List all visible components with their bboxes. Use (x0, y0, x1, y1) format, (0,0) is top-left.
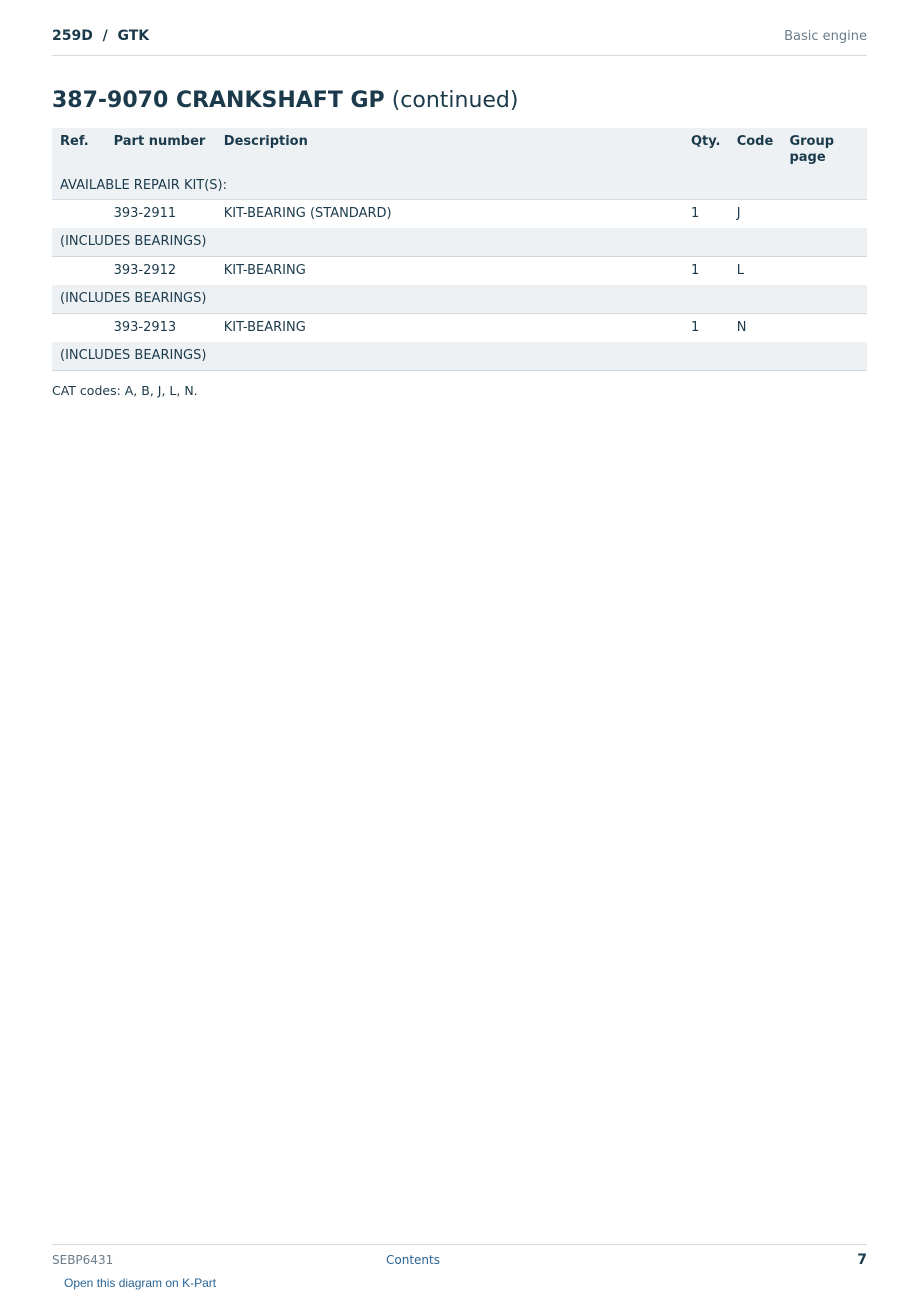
section-label-repair-kits: AVAILABLE REPAIR KIT(S): (52, 173, 867, 200)
page-title (52, 88, 518, 113)
cell-description: KIT-BEARING (224, 314, 691, 343)
cell-ref (52, 314, 114, 343)
cell-qty: 1 (691, 200, 737, 229)
section-label: Basic engine (784, 29, 867, 44)
note-row (52, 228, 867, 257)
table-row (52, 200, 867, 229)
note-row (52, 285, 867, 314)
title-suffix: (continued) (391, 88, 519, 113)
contents-link[interactable]: Contents (386, 1253, 440, 1267)
column-header-ref: Ref. (52, 128, 114, 173)
parts-table (52, 128, 867, 371)
cell-description: KIT-BEARING (224, 257, 691, 286)
cell-ref (52, 200, 114, 229)
table-row (52, 314, 867, 343)
cell-part-number: 393-2911 (114, 200, 224, 229)
cell-note: (INCLUDES BEARINGS) (52, 285, 867, 314)
cell-note: (INCLUDES BEARINGS) (52, 342, 867, 371)
cell-code: L (737, 257, 790, 286)
page-header (52, 28, 867, 56)
section-row (52, 173, 867, 200)
column-header-code: Code (737, 128, 790, 173)
column-header-qty: Qty. (691, 128, 737, 173)
cell-qty: 1 (691, 314, 737, 343)
table-header-row (52, 128, 867, 173)
note-row (52, 342, 867, 371)
page-number: 7 (857, 1252, 867, 1268)
cell-group-page (789, 200, 867, 229)
cell-part-number: 393-2912 (114, 257, 224, 286)
cat-codes-note: CAT codes: A, B, J, L, N. (52, 383, 198, 398)
page-footer (52, 1244, 867, 1275)
column-header-description: Description (224, 128, 691, 173)
cell-description: KIT-BEARING (STANDARD) (224, 200, 691, 229)
column-header-part-number: Part number (114, 128, 224, 173)
cell-code: J (737, 200, 790, 229)
cell-note: (INCLUDES BEARINGS) (52, 228, 867, 257)
cell-group-page (789, 314, 867, 343)
column-header-group-page: Group page (789, 128, 867, 173)
cell-ref (52, 257, 114, 286)
cell-code: N (737, 314, 790, 343)
table-row (52, 257, 867, 286)
kpart-diagram-link[interactable]: Open this diagram on K-Part (64, 1276, 217, 1290)
model-label: 259D / GTK (52, 28, 150, 44)
cell-qty: 1 (691, 257, 737, 286)
part-group-title: 387-9070 CRANKSHAFT GP (52, 88, 385, 113)
document-id: SEBP6431 (52, 1253, 114, 1267)
cell-part-number: 393-2913 (114, 314, 224, 343)
cell-group-page (789, 257, 867, 286)
